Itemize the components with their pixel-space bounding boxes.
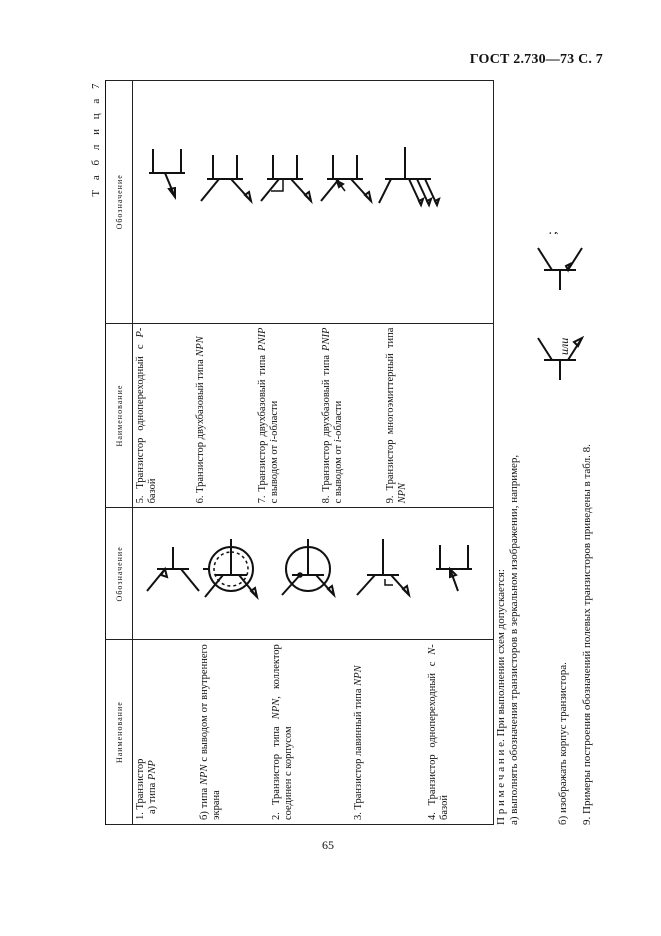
dual-base-pnip-icon — [261, 155, 311, 201]
npn-shielded-transistor-icon — [203, 539, 257, 597]
symbols-table — [105, 80, 494, 825]
table-row: 7. Транзистор двухбазовый типа PNIP с выводом от i-области — [257, 327, 280, 504]
row-sub: а) типа PNP — [147, 760, 158, 814]
right-symbol-cell — [133, 81, 494, 324]
rotated-content — [90, 80, 600, 825]
col-header-symbol-left: Обозначение — [106, 508, 133, 640]
table-row: 9. Транзистор многоэмиттерный типа NPN — [385, 327, 408, 504]
col-header-name-right: Наименование — [106, 323, 133, 508]
table-row: 8. Транзистор двухбазовый типа PNIP с выводом от i-области — [321, 327, 344, 504]
note-b: б) изображать корпус транзистора. — [557, 662, 569, 825]
table-row: 2. Транзистор типа NPN, коллектор соединен с корпусом — [271, 644, 294, 820]
table-row: 3. Транзистор лавинный типа NPN — [353, 665, 364, 820]
table-row: 6. Транзистор двухбазовый типа NPN — [195, 336, 206, 504]
pnp-transistor-icon — [147, 547, 199, 591]
table-caption: Т а б л и ц а 7 — [90, 80, 102, 197]
left-symbol-cell — [133, 508, 494, 640]
multi-emitter-npn-icon — [379, 147, 439, 205]
col-header-name-left: Наименование — [106, 640, 133, 825]
page-header: ГОСТ 2.730—73 С. 7 — [469, 52, 603, 67]
right-name-cell — [133, 323, 494, 508]
ujt-p-base-icon — [149, 149, 185, 197]
col-header-symbol-right: Обозначение — [106, 81, 133, 324]
note-intro: П р и м е ч а н и е. При выполнении схем допускается: — [495, 569, 507, 825]
mirrored-example — [530, 190, 600, 410]
ujt-n-base-icon — [436, 545, 472, 591]
table-row — [133, 640, 197, 824]
table-row: 5. Транзистор однопереходный с P-базой — [135, 327, 158, 504]
dual-base-pnip-2-icon — [321, 155, 371, 201]
left-name-cell — [133, 640, 494, 825]
row-name: 1. Транзистор — [135, 758, 146, 820]
table-row: 4. Транзистор однопереходный с N-базой — [427, 644, 450, 820]
semicolon: ; — [545, 231, 560, 235]
page-number: 65 — [322, 838, 334, 852]
dual-base-npn-icon — [201, 155, 251, 201]
note-a: а) выполнять обозначения транзисторов в зеркальном изображении, например, — [508, 454, 520, 825]
mirrored-transistor-icon-2 — [538, 248, 582, 290]
avalanche-transistor-icon — [357, 539, 409, 595]
npn-collector-case-icon — [282, 539, 334, 595]
table-row: б) типа NPN с выводом от внутреннего экрана — [199, 644, 222, 820]
or-word: или — [557, 337, 571, 355]
paragraph-9: 9. Примеры построения обозначений полевых транзисторов приведены в табл. 8. — [581, 444, 593, 825]
